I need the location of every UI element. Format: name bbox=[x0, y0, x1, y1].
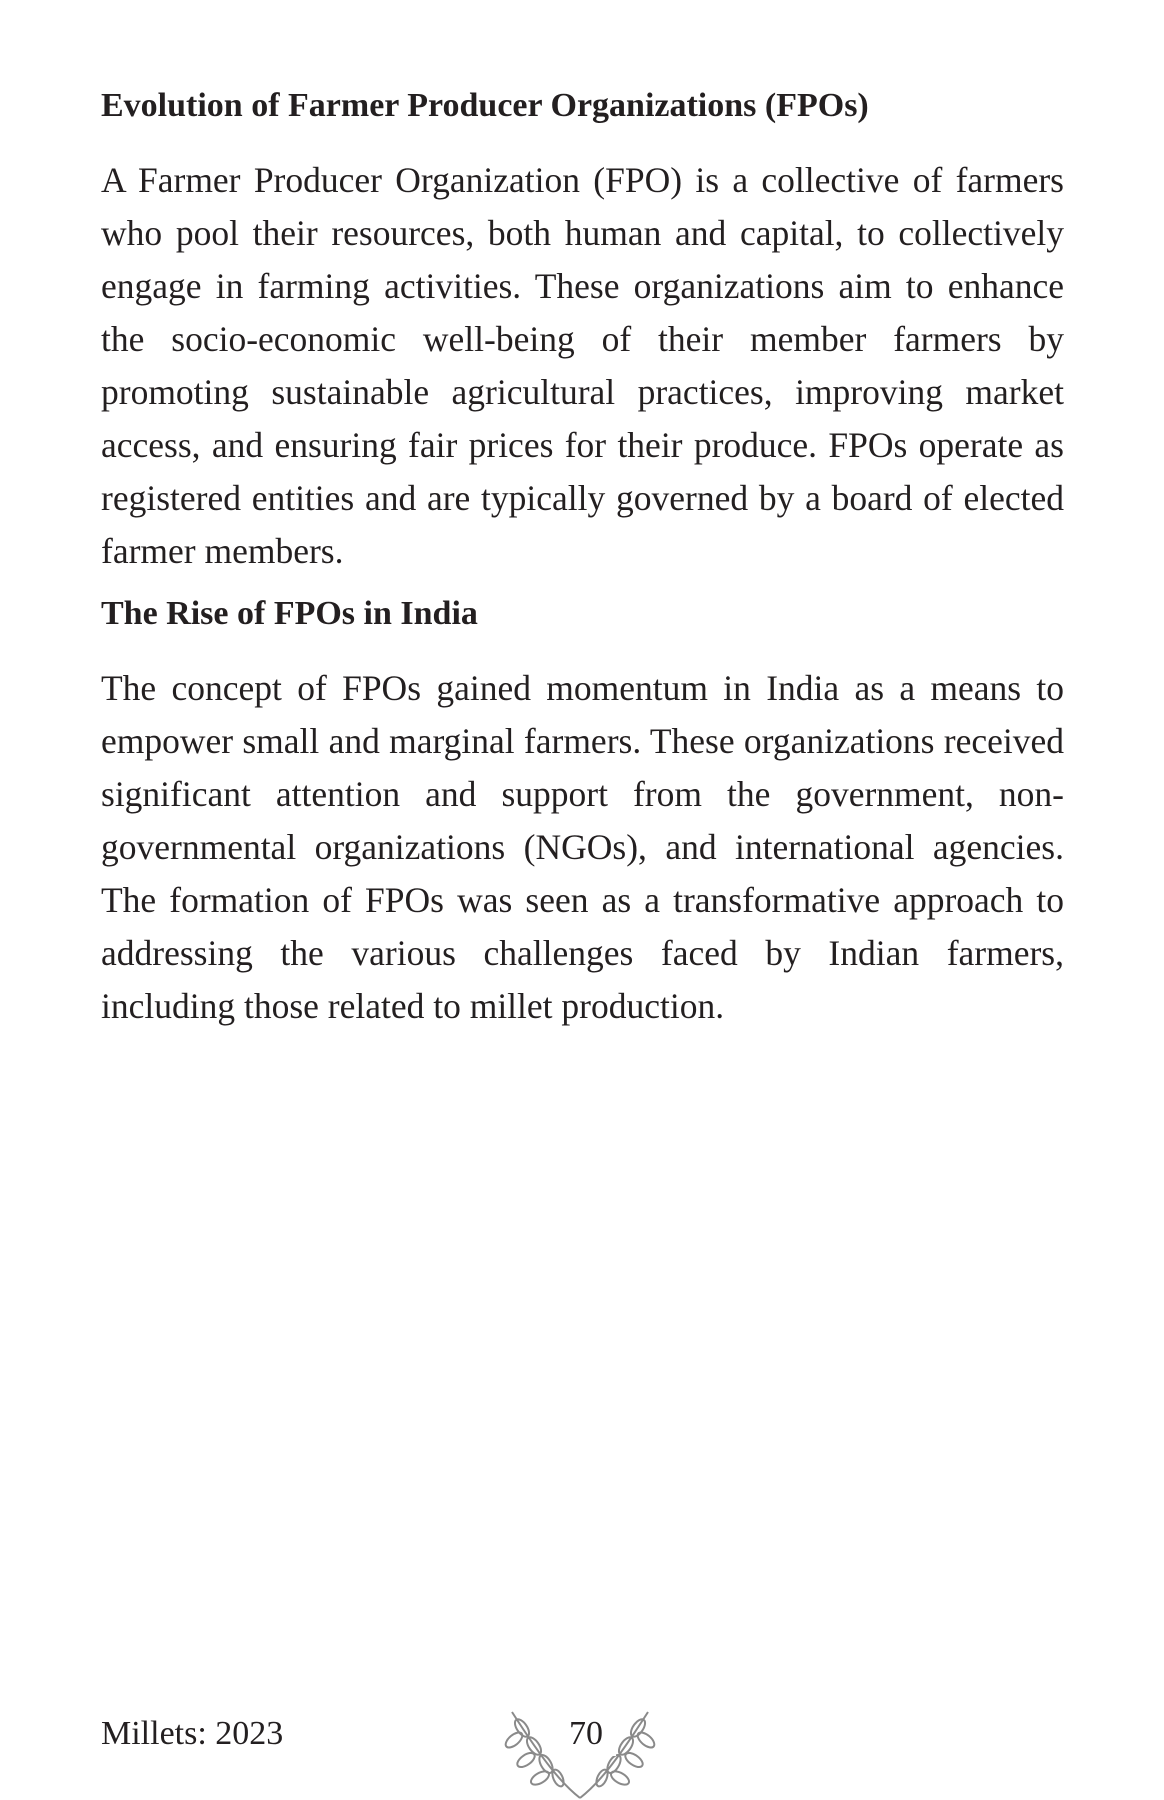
footer-book-title: Millets: 2023 bbox=[101, 1715, 284, 1752]
section-paragraph-evolution: A Farmer Producer Organization (FPO) is a collective of farmers who pool their resources, both human and capital, to collectively engage in farming activities. These organizations aim to enhance the socio-economic well-being of their member farmers by promoting sustainable agricultural practices, improving market access, and ensuring fair prices for their produce. FPOs operate as registered entities and are typically governed by a board of elected farmer members. bbox=[101, 160, 1064, 571]
page-number: 70 bbox=[556, 1712, 616, 1756]
section-heading-rise: The Rise of FPOs in India bbox=[101, 595, 478, 632]
page-content bbox=[101, 84, 1064, 1033]
section-heading-evolution: Evolution of Farmer Producer Organizations (FPOs) bbox=[101, 87, 869, 124]
section-paragraph-rise: The concept of FPOs gained momentum in India as a means to empower small and marginal farmers. These organizations received significant attention and support from the government, non-governmental organizations (NGOs), and international agencies. The formation of FPOs was seen as a transformative approach to addressing the various challenges faced by Indian farmers, including those related to millet production. bbox=[101, 668, 1064, 1026]
